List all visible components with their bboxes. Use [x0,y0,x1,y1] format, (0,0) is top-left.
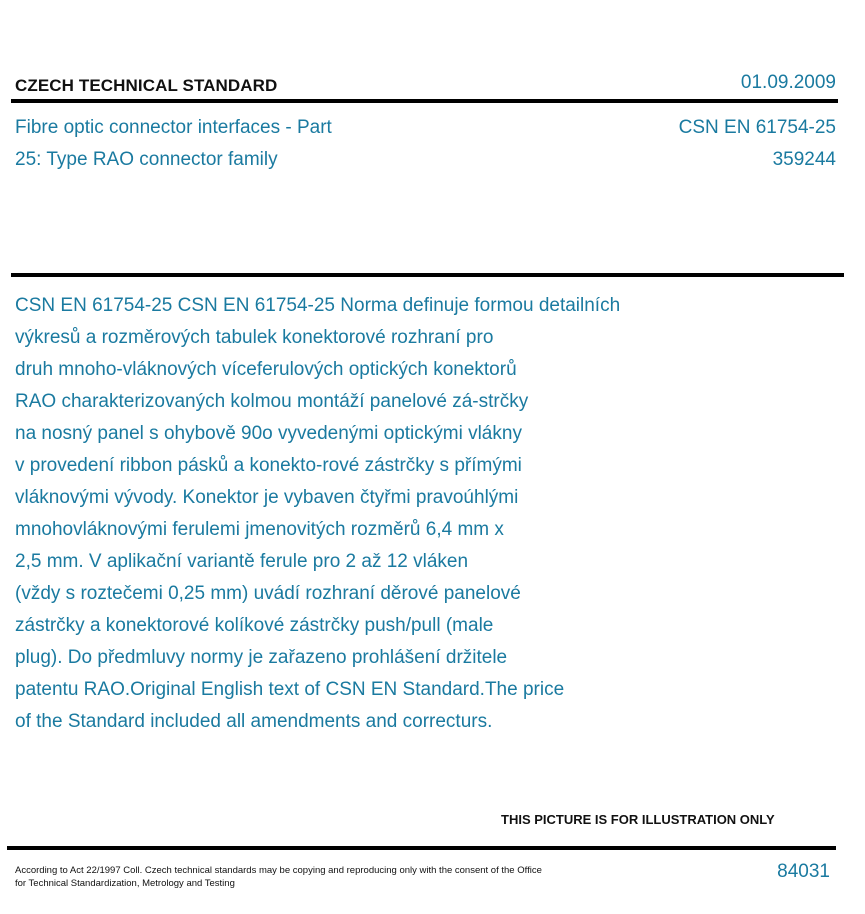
middle-divider [11,273,844,277]
abstract-text [15,290,735,738]
publication-date: 01.09.2009 [740,72,836,93]
standard-title-line-1: Fibre optic connector interfaces - Part [15,117,332,138]
abstract-line: druh mnoho-vláknových víceferulových optických konektorů [15,359,517,380]
abstract-line: 2,5 mm. V aplikační variantě ferule pro 2 až 12 vláken [15,551,469,572]
abstract-line: zástrčky a konektorové kolíkové zástrčky push/pull (male [15,615,494,636]
abstract-line: patentu RAO.Original English text of CSN EN Standard.The price [15,679,565,700]
standard-title-line-2: 25: Type RAO connector family [15,149,278,170]
bottom-divider [7,846,836,850]
standard-code: CSN EN 61754-25 [678,117,836,138]
top-divider [11,99,838,103]
abstract-line: CSN EN 61754-25 CSN EN 61754-25 Norma definuje formou detailních [15,295,621,316]
document-type-label: CZECH TECHNICAL STANDARD [15,76,278,95]
catalog-number: 359244 [772,149,836,170]
abstract-line: na nosný panel s ohybově 90o vyvedenými optickými vlákny [15,423,522,444]
legal-notice-line-1: According to Act 22/1997 Coll. Czech technical standards may be copying and reproducing only with the consent of the Office [15,865,542,876]
abstract-line: v provedení ribbon pásků a konekto-rové zástrčky s přímými [15,455,522,476]
abstract-line: (vždy s roztečemi 0,25 mm) uvádí rozhraní děrové panelové [15,583,521,604]
abstract-line: mnohovláknovými ferulemi jmenovitých rozměrů 6,4 mm x [15,519,504,540]
document-number: 84031 [777,861,830,882]
abstract-line: RAO charakterizovaných kolmou montáží panelové zá-strčky [15,391,529,412]
abstract-line: of the Standard included all amendments and correcturs. [15,711,493,732]
abstract-line: vláknovými vývody. Konektor je vybaven čtyřmi pravoúhlými [15,487,519,508]
legal-notice [15,865,595,890]
illustration-disclaimer: THIS PICTURE IS FOR ILLUSTRATION ONLY [501,812,775,827]
abstract-line: plug). Do předmluvy normy je zařazeno prohlášení držitele [15,647,508,668]
abstract-line: výkresů a rozměrových tabulek konektorové rozhraní pro [15,327,494,348]
legal-notice-line-2: for Technical Standardization, Metrology and Testing [15,877,235,889]
